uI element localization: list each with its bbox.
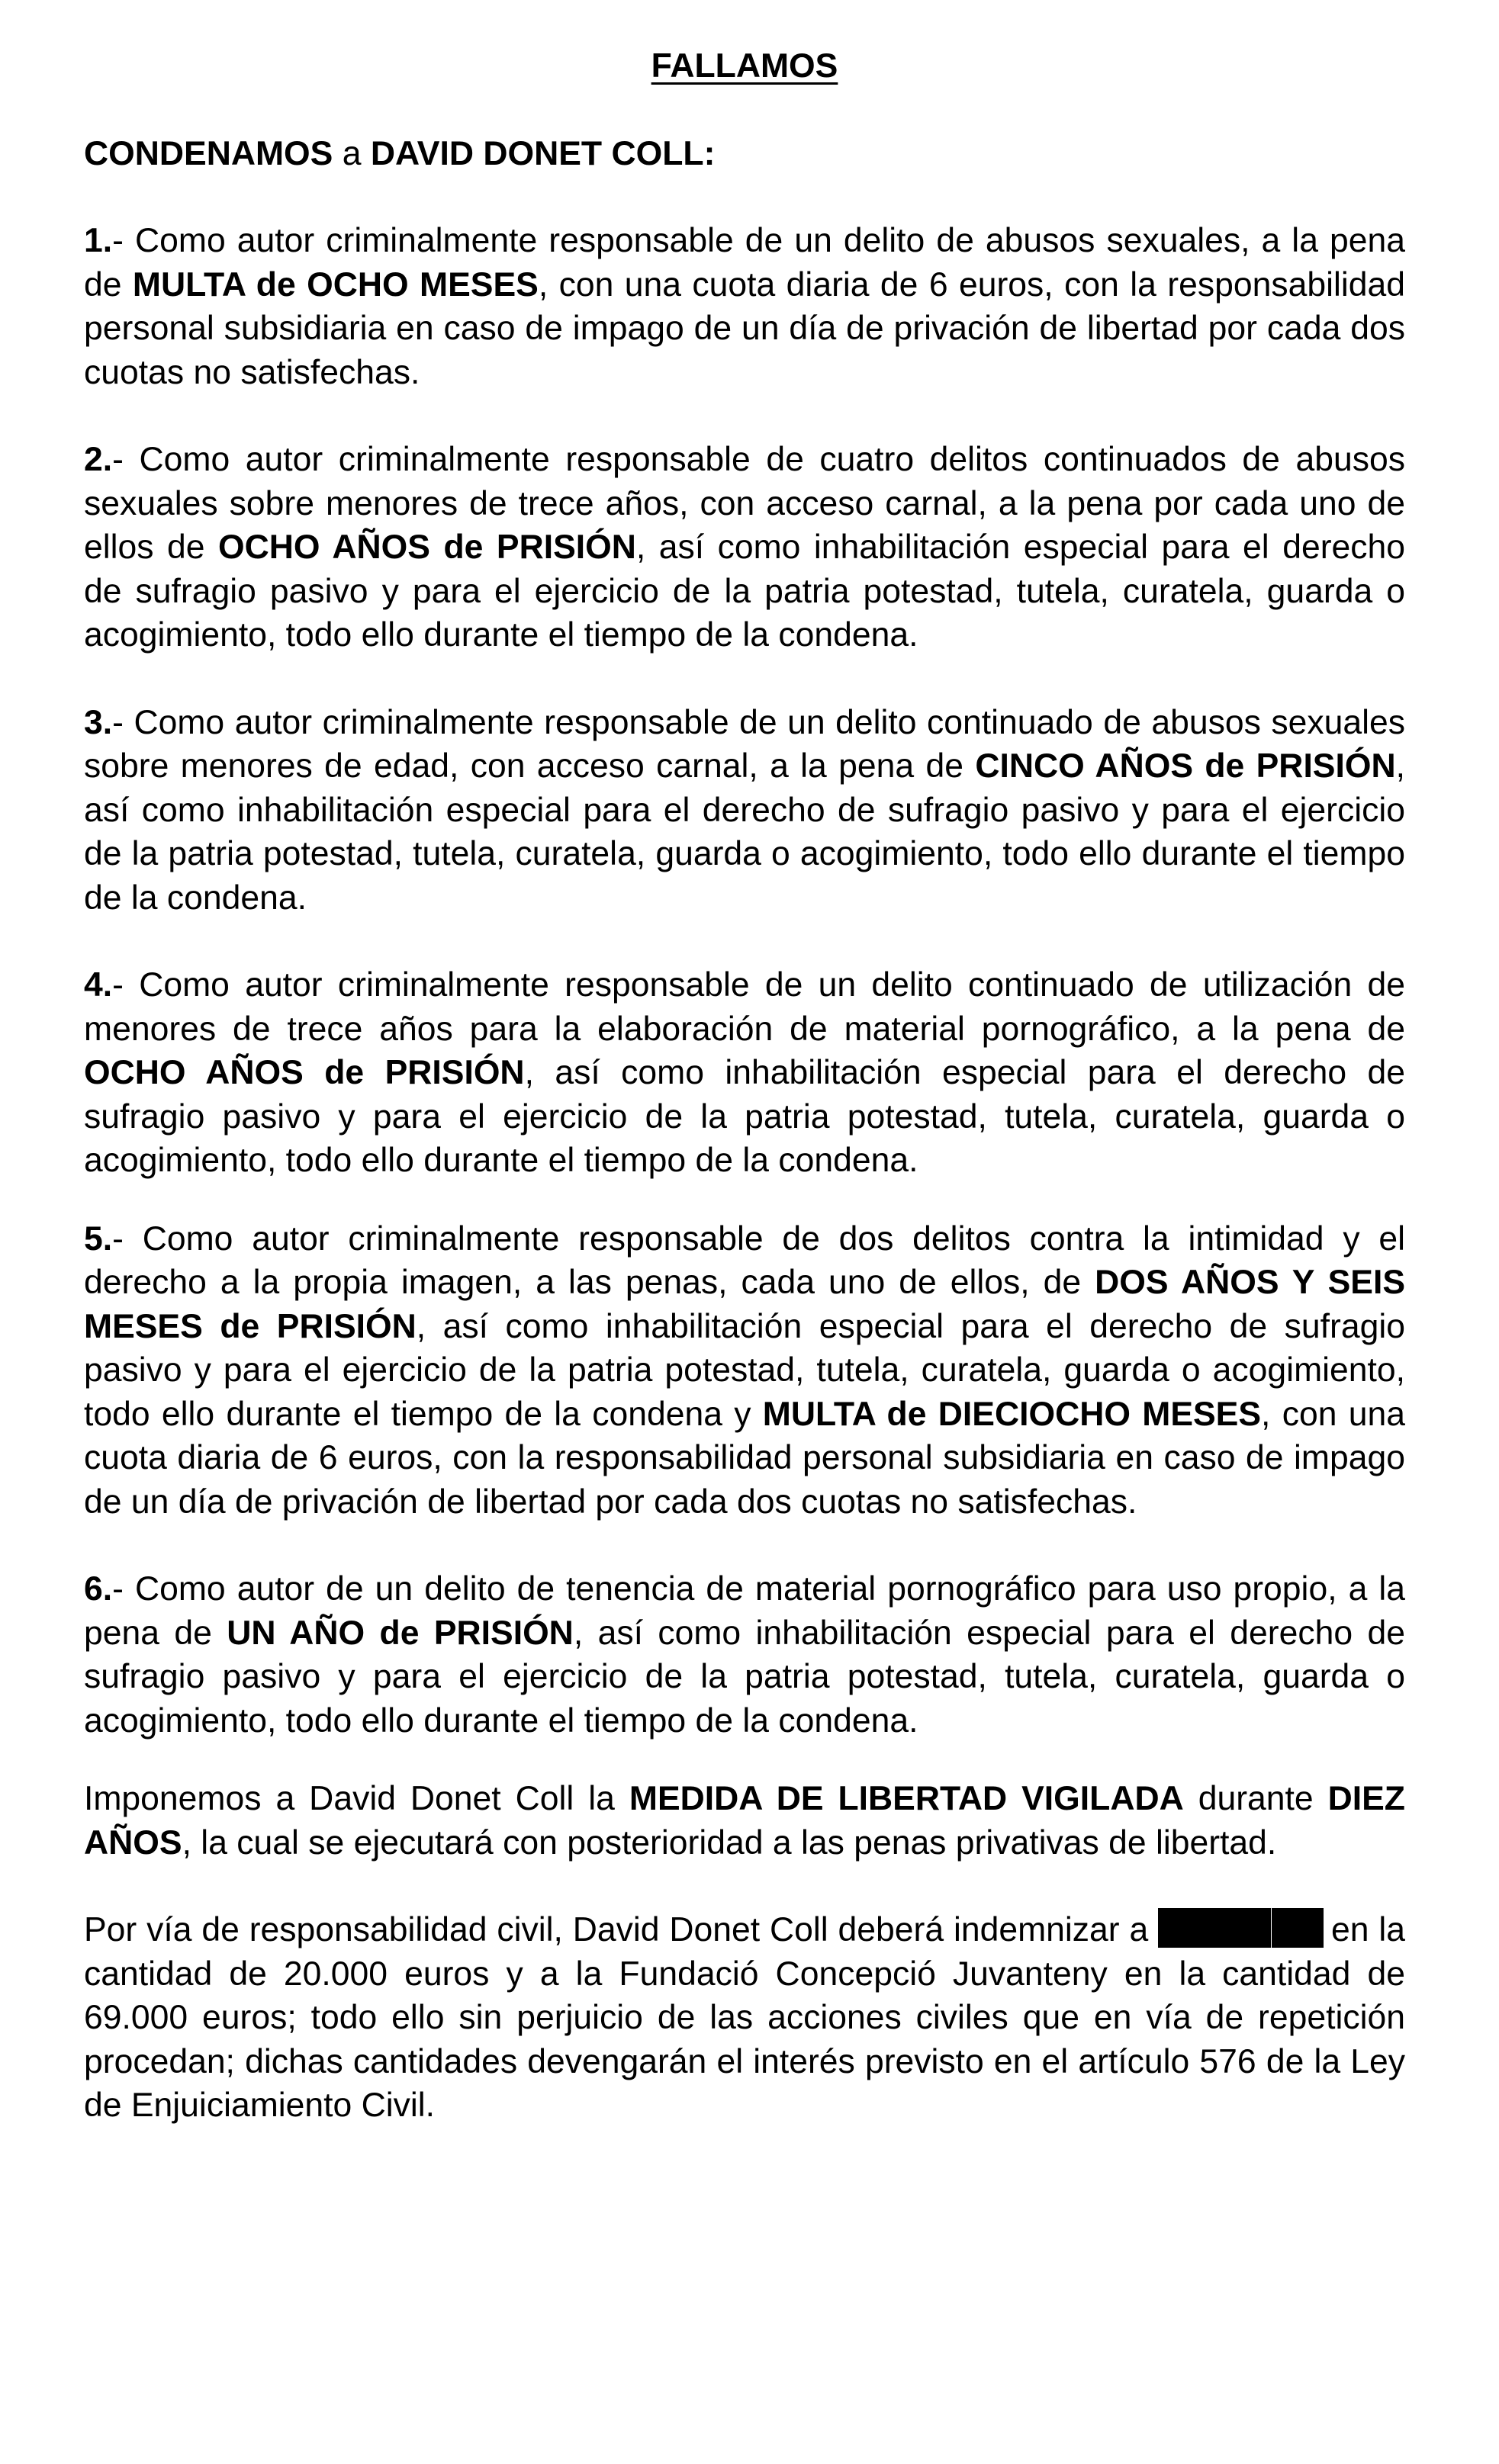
penalty-highlight: OCHO AÑOS de PRISIÓN bbox=[218, 528, 636, 566]
item-number: 5. bbox=[84, 1219, 113, 1258]
sentence-item-6: 6.- Como autor de un delito de tenencia de material pornográfico para uso propio, a la pena de UN AÑO de PRISIÓN, así como inhabilitación especial para el derecho de sufragio pasivo y para el ejercicio de la patria potestad, tutela, curatela, guarda o acogimiento, todo ello durante el tiempo de la condena. bbox=[84, 1570, 1405, 1740]
condemnation-conj: a bbox=[333, 134, 371, 172]
condemnation-verb: CONDENAMOS bbox=[84, 134, 333, 172]
civil-liability: Por vía de responsabilidad civil, David Donet Coll deberá indemnizar a en la cantidad de 20.000 euros y a la Fundació Concepció Juvanteny en la cantidad de 69.000 euros; todo ello sin perjuicio de las acciones civiles que en vía de repetición procedan; dichas cantidades devengarán el interés previsto en el artículo 576 de la Ley de Enjuiciamiento Civil. bbox=[84, 1908, 1405, 2128]
item-number: 3. bbox=[84, 703, 113, 741]
measure-highlight: MEDIDA DE LIBERTAD VIGILADA bbox=[629, 1780, 1184, 1817]
document-body bbox=[84, 44, 1405, 2128]
fine-highlight: MULTA de DIECIOCHO MESES bbox=[762, 1395, 1262, 1433]
sentence-item-5: 5.- Como autor criminalmente responsable de dos delitos contra la intimidad y el derecho a la propia imagen, a las penas, cada uno de ellos, de DOS AÑOS Y SEIS MESES de PRISIÓN, así como inhabilitación especial para el derecho de sufragio pasivo y para el ejercicio de la patria potestad, tutela, curatela, guarda o acogimiento, todo ello durante el tiempo de la condena y MULTA de DIECIOCHO MESES, con una cuota diaria de 6 euros, con la responsabilidad personal subsidiaria en caso de impago de un día de privación de libertad por cada dos cuotas no satisfechas. bbox=[84, 1219, 1405, 1521]
duration-highlight: DIEZ AÑOS bbox=[84, 1780, 1405, 1862]
penalty-highlight: MULTA de OCHO MESES bbox=[132, 265, 539, 304]
penalty-highlight: OCHO AÑOS de PRISIÓN bbox=[84, 1054, 525, 1091]
condemnation-heading bbox=[84, 132, 1405, 176]
redaction-block bbox=[1158, 1908, 1271, 1948]
sentence-item-2: 2.- Como autor criminalmente responsable de cuatro delitos continuados de abusos sexuales sobre menores de trece años, con acceso carnal, a la pena por cada uno de ellos de OCHO AÑOS de PRISIÓN, así como inhabilitación especial para el derecho de sufragio pasivo y para el ejercicio de la patria potestad, tutela, curatela, guarda o acogimiento, todo ello durante el tiempo de la condena. bbox=[84, 441, 1406, 654]
sentence-item-3: 3.- Como autor criminalmente responsable de un delito continuado de abusos sexuales sobre menores de edad, con acceso carnal, a la pena de CINCO AÑOS de PRISIÓN, así como inhabilitación especial para el derecho de sufragio pasivo y para el ejercicio de la patria potestad, tutela, curatela, guarda o acogimiento, todo ello durante el tiempo de la condena. bbox=[84, 703, 1405, 917]
sentence-item-1: 1.- Como autor criminalmente responsable de un delito de abusos sexuales, a la pena de MULTA de OCHO MESES, con una cuota diaria de 6 euros, con la responsabilidad personal subsidiaria en caso de impago de un día de privación de libertad por cada dos cuotas no satisfechas. bbox=[84, 222, 1406, 391]
penalty-highlight: DOS AÑOS Y SEIS MESES de PRISIÓN bbox=[84, 1264, 1405, 1345]
item-number: 2. bbox=[84, 441, 113, 478]
item-number: 6. bbox=[84, 1570, 113, 1608]
penalty-highlight: CINCO AÑOS de PRISIÓN bbox=[975, 747, 1396, 785]
item-number: 1. bbox=[84, 222, 113, 259]
document-title: FALLAMOS bbox=[651, 47, 838, 85]
penalty-highlight: UN AÑO de PRISIÓN bbox=[227, 1614, 574, 1652]
item-number: 4. bbox=[84, 966, 113, 1004]
defendant-name: DAVID DONET COLL: bbox=[370, 134, 716, 172]
sentence-item-4: 4.- Como autor criminalmente responsable de un delito continuado de utilización de menores de trece años para la elaboración de material pornográfico, a la pena de OCHO AÑOS de PRISIÓN, así como inhabilitación especial para el derecho de sufragio pasivo y para el ejercicio de la patria potestad, tutela, curatela, guarda o acogimiento, todo ello durante el tiempo de la condena. bbox=[84, 966, 1405, 1179]
redaction-block bbox=[1272, 1908, 1324, 1948]
supervised-release-measure: Imponemos a David Donet Coll la MEDIDA DE LIBERTAD VIGILADA durante DIEZ AÑOS, la cual se ejecutará con posterioridad a las penas privativas de libertad. bbox=[84, 1780, 1405, 1862]
